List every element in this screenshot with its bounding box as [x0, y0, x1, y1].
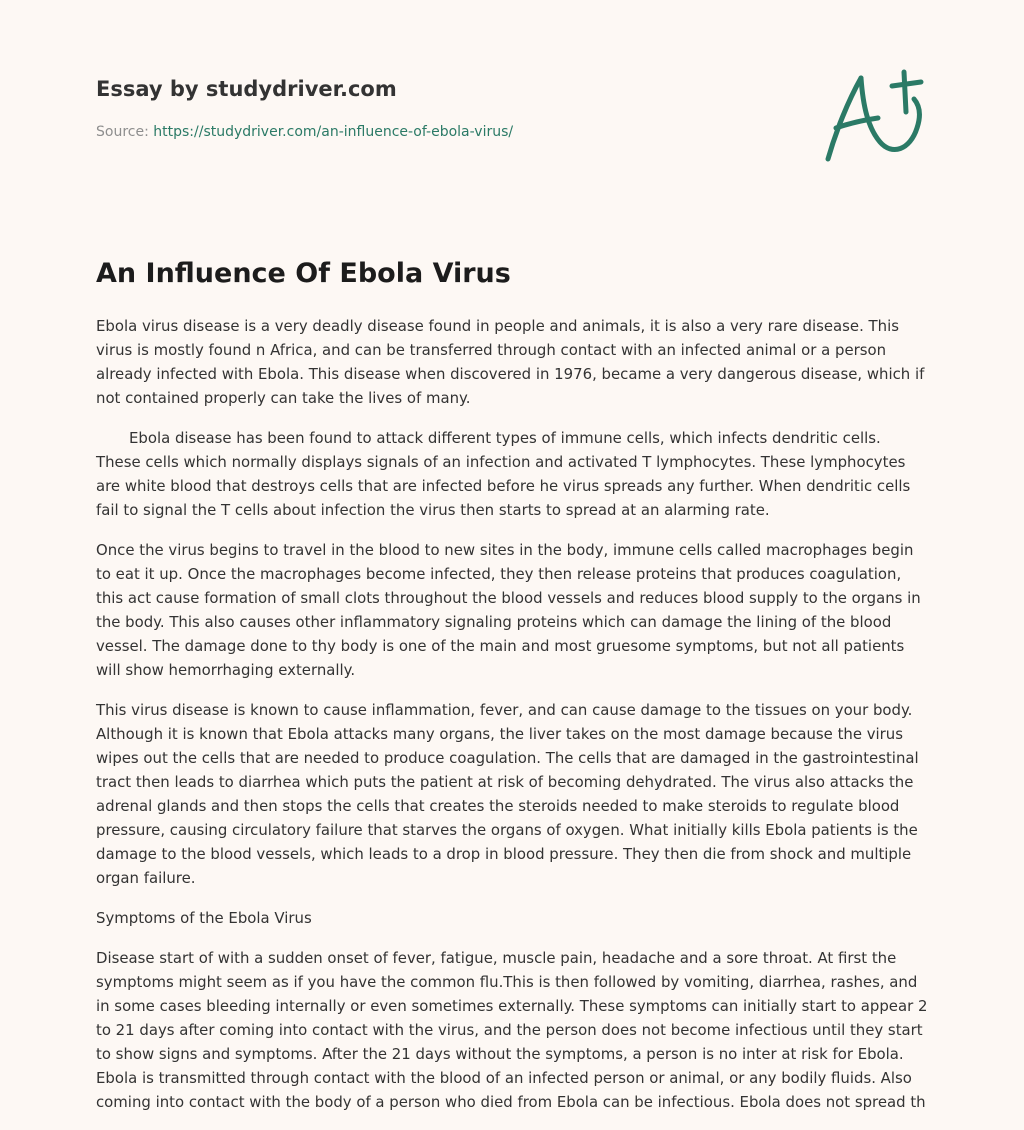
source-label: Source:: [96, 124, 149, 140]
source-link[interactable]: https://studydriver.com/an-influence-of-ebola-virus/: [153, 124, 514, 140]
paragraph: Ebola disease has been found to attack different types of immune cells, which infects dendritic cells. These cells which normally displays signals of an infection and activated T lymphocytes. These lymphocytes are white blood that destroys cells that are infected before he virus spreads any further. When dendritic cells fail to signal the T cells about infection the virus then starts to spread at an alarming rate.: [96, 429, 911, 519]
paragraph: This virus disease is known to cause inflammation, fever, and can cause damage to the tissues on your body. Although it is known that Ebola attacks many organs, the liver takes on the most damage because the virus wipes out the cells that are needed to produce coagulation. The cells that are damaged in the gastrointestinal tract then leads to diarrhea which puts the patient at risk of becoming dehydrated. The virus also attacks the adrenal glands and then stops the cells that creates the steroids needed to make steroids to regulate blood pressure, causing circulatory failure that starves the organs of oxygen. What initially kills Ebola patients is the damage to the blood vessels, which leads to a drop in blood pressure. They then die from shock and multiple organ failure.: [96, 701, 919, 887]
site-brand: Essay by studydriver.com: [96, 77, 397, 101]
section-heading: Symptoms of the Ebola Virus: [96, 909, 312, 927]
paragraph: Ebola virus disease is a very deadly disease found in people and animals, it is also a very rare disease. This virus is mostly found n Africa, and can be transferred through contact with an infected animal or a person already infected with Ebola. This disease when discovered in 1976, became a very dangerous disease, which if not contained properly can take the lives of many.: [96, 317, 925, 407]
source-line: [96, 122, 696, 142]
essay-body: [96, 314, 928, 1130]
essay-title: An Influence Of Ebola Virus: [96, 258, 511, 289]
paragraph: Once the virus begins to travel in the blood to new sites in the body, immune cells called macrophages begin to eat it up. Once the macrophages become infected, they then release proteins that produces coagulation, this act cause formation of small clots throughout the blood vessels and reduces blood supply to the organs in the body. This also causes other inflammatory signaling proteins which can damage the lining of the blood vessel. The damage done to thy body is one of the main and most gruesome symptoms, but not all patients will show hemorrhaging externally.: [96, 541, 921, 679]
essay-header: [96, 74, 696, 142]
a-plus-logo-icon: [818, 66, 930, 166]
paragraph: Disease start of with a sudden onset of fever, fatigue, muscle pain, headache and a sore throat. At first the symptoms might seem as if you have the common flu.This is then followed by vomiting, diarrhea, rashes, and in some cases bleeding internally or even sometimes externally. These symptoms can initially start to appear 2 to 21 days after coming into contact with the virus, and the person does not become infectious until they start to show signs and symptoms. After the 21 days without the symptoms, a person is no inter at risk for Ebola. Ebola is transmitted through contact with the blood of an infected person or animal, or any bodily fluids. Also coming into contact with the body of a person who died from Ebola can be infectious. Ebola does not spread th: [96, 949, 928, 1111]
